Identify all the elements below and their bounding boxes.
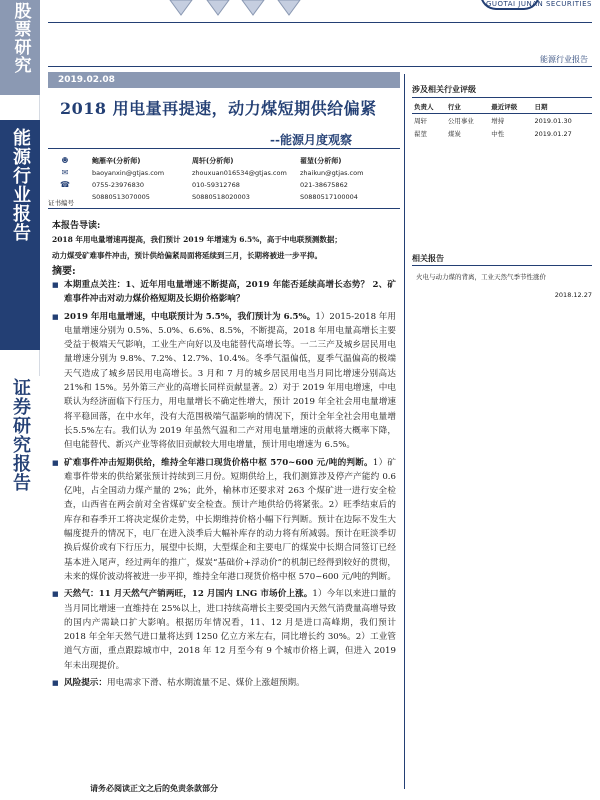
gem-icon	[205, 0, 231, 16]
guide-line: 2018 年用电量增速再提高，我们预计 2019 年增速为 6.5%，高于中电联预测数据；	[52, 235, 342, 244]
analyst-email[interactable]: zhaikun@gtjas.com	[300, 169, 364, 177]
related-heading: 相关报告	[412, 253, 444, 263]
analyst-phone: 0755-23976830	[92, 181, 144, 189]
header-banner	[40, 0, 600, 28]
gem-icon	[240, 0, 266, 16]
column-header: 负责人	[412, 100, 446, 114]
sidebar-block-energy-report	[0, 120, 40, 350]
analyst-name: 鲍雁辛(分析师)	[92, 157, 141, 165]
sidebar-block-securities-report	[0, 376, 40, 800]
analyst-card	[300, 155, 363, 203]
table-cell: 翟堃	[414, 130, 427, 138]
table-cell: 公用事业	[447, 117, 474, 125]
related-report-title[interactable]: 火电与动力煤的背离，工业天然气季节性涨价	[416, 273, 546, 281]
analyst-name: 周轩(分析师)	[192, 157, 234, 165]
cert-label: 证书编号	[48, 199, 74, 207]
analyst-card	[192, 155, 287, 203]
analyst-email[interactable]: baoyanxin@gtjas.com	[92, 169, 165, 177]
analyst-divider	[48, 208, 400, 209]
report-title: 2018 用电量再提速，动力煤短期供给偏紧	[60, 99, 377, 118]
point-body: 1）今年以来进口量的当月同比增速一直维持在 25%以上，进口持续高增长主要受国内天然气消费量高增导致的国内产需缺口扩大影响。根据历年情况看，11、12 月是进口高峰期，我们预计 2018 年全年天然气进口量将达到 1250 亿立方米左右，同比增长约 30%。2）工业管道气方面，重点跟踪城市中，2018 年 12 月至今有 9 个城市价格上调，但进入 2019 年未出现提价。	[64, 589, 397, 671]
table-cell: 中性	[491, 130, 505, 138]
report-subtitle: --能源月度观察	[270, 133, 352, 147]
brand-name: GUOTAI JUNAN SECURITIES	[485, 0, 592, 8]
point-lead: 天然气：11 月天然气产销两旺，12 月国内 LNG 市场价上涨。	[64, 589, 313, 600]
ratings-divider	[412, 97, 592, 98]
analyst-name: 翟堃(分析师)	[300, 157, 342, 165]
abstract-point	[52, 278, 396, 307]
category-divider	[48, 66, 592, 67]
report-date: 2019.02.08	[48, 72, 400, 88]
analyst-cert: S0880517100004	[300, 193, 358, 201]
point-lead: 2019 年用电量增速，中电联预计为 5.5%，我们预计为 6.5%。	[64, 311, 316, 322]
sidebar-block-stock-research	[0, 0, 40, 95]
abstract-heading: 摘要:	[52, 266, 76, 277]
gem-icon	[168, 0, 194, 16]
point-lead: 矿难事件冲击短期供给，维持全年港口现货价格中枢 570~600 元/吨的判断。	[64, 457, 373, 468]
disclaimer-note: 请务必阅读正文之后的免责条款部分	[90, 783, 218, 793]
ratings-heading: 涉及相关行业评级	[412, 84, 476, 94]
analyst-email[interactable]: zhouxuan016534@gtjas.com	[192, 169, 287, 177]
person-icon: ☻	[61, 156, 69, 165]
table-row	[412, 114, 592, 128]
title-divider	[48, 148, 400, 149]
table-cell: 周轩	[414, 117, 427, 125]
gem-icon	[276, 0, 302, 16]
table-row	[412, 127, 592, 140]
sidebar-text-2: 能源行业报告	[10, 128, 31, 242]
abstract-point	[52, 676, 396, 690]
abstract-points	[52, 278, 396, 693]
analyst-card	[92, 155, 164, 203]
related-report-date: 2018.12.27	[554, 291, 592, 299]
table-cell: 增持	[491, 117, 505, 125]
sidebar-text-3: 证券研究报告	[10, 378, 31, 492]
abstract-point	[52, 587, 396, 673]
column-header: 最近评级	[489, 100, 532, 114]
column-divider	[404, 74, 405, 789]
category-label: 能源行业报告	[540, 55, 588, 64]
abstract-point	[52, 310, 396, 453]
abstract-point	[52, 456, 396, 585]
email-icon: ✉	[61, 168, 69, 177]
column-header: 日期	[533, 100, 593, 114]
header-divider	[48, 22, 592, 23]
guide-line: 动力煤受矿难事件冲击，预计供给偏紧局面将延续到三月，长期将被进一步平抑。	[52, 251, 322, 260]
table-header-row	[412, 100, 592, 114]
point-body: 1）2015-2018 年用电量增速分别为 0.5%、5.0%、6.6%、8.5%，不断提高，2018 年用电量高增长主要受益于极端天气影响，工业生产向好以及电能替代高增长等。一二三产及城乡居民用电量增速分别为 9.8%、7.2%、12.7%、10.4%。冬季气温偏低，夏季气温偏高的极端天气造成了城乡居民用电高增长。3 月和 7 月的城乡居民用电当月同比增速分别高达 21%和 15%。另外第三产业的高增长同样贡献显著。2）对于 2019 年用电增速，中电联认为经济面临下行压力，用电量增长不确定性增大，预计 2019 年全社会用电量增速将平稳回落，在中水年，没有大范围极端气温影响的情况下，预计全年全社会用电量增长5.5%左右。我们认为 2019 年虽然气温和二产对用电量增速的贡献将大概率下降，但电能替代、新兴产业等将依旧贡献较大用电增量，预计用电增速为 6.5%。	[64, 311, 396, 451]
analyst-phone: 021-38675862	[300, 181, 348, 189]
sidebar-text-1: 股票研究	[10, 2, 31, 74]
table-cell: 煤炭	[447, 130, 461, 138]
phone-icon: ☎	[60, 180, 70, 189]
left-sidebar-strip	[0, 0, 40, 800]
analyst-phone: 010-59312768	[192, 181, 240, 189]
contact-icons	[58, 155, 72, 191]
analyst-cert: S0880513070005	[92, 193, 150, 201]
ratings-table	[412, 100, 592, 140]
related-report[interactable]	[416, 271, 592, 301]
table-cell: 2019.01.30	[534, 116, 572, 125]
analyst-cert: S0880518020003	[192, 193, 250, 201]
point-lead: 风险提示：	[64, 678, 107, 689]
column-header: 行业	[446, 100, 489, 114]
guide-heading: 本报告导读:	[52, 221, 101, 231]
table-cell: 2019.01.27	[534, 129, 572, 138]
point-lead: 本期重点关注：1、近年用电量增速不断提高，2019 年能否延续高增长态势？ 2、矿难事件冲击对动力煤价格短期及长期价格影响？	[64, 280, 396, 305]
point-body: 用电需求下滑、枯水期流量不足、煤价上涨超预期。	[106, 678, 305, 689]
point-body: 1）矿难事件带来的供给紧张预计持续到三月份。短期供给上，我们测算涉及停产产能约 0.6 亿吨，占全国动力煤产量的 2%；此外，榆林市还要求对 263 个煤矿进一进行安全检查，山西省在两会前对全省煤矿安全检查。预计产地供给仍将紧张。2）旺季结束后的库存和春季开工将决定煤价走势，中长期维持价格小幅下行判断。预计在边际不发生大幅度提升的情况下，电厂在进入淡季后大幅补库存的动力将有所减弱。预计在旺淡季切换后煤价或有下行压力，展望中长期，大型煤企和主要电厂的煤炭中长期合同签订已经基本进入尾声，经过两年的推广，煤炭“基础价+浮动价”的机制已经得到较好的贯彻，未来的煤价波动将被进一步平抑，维持全年港口现货价格中枢 570~600 元/吨的判断。	[64, 457, 397, 582]
related-divider	[412, 265, 592, 266]
